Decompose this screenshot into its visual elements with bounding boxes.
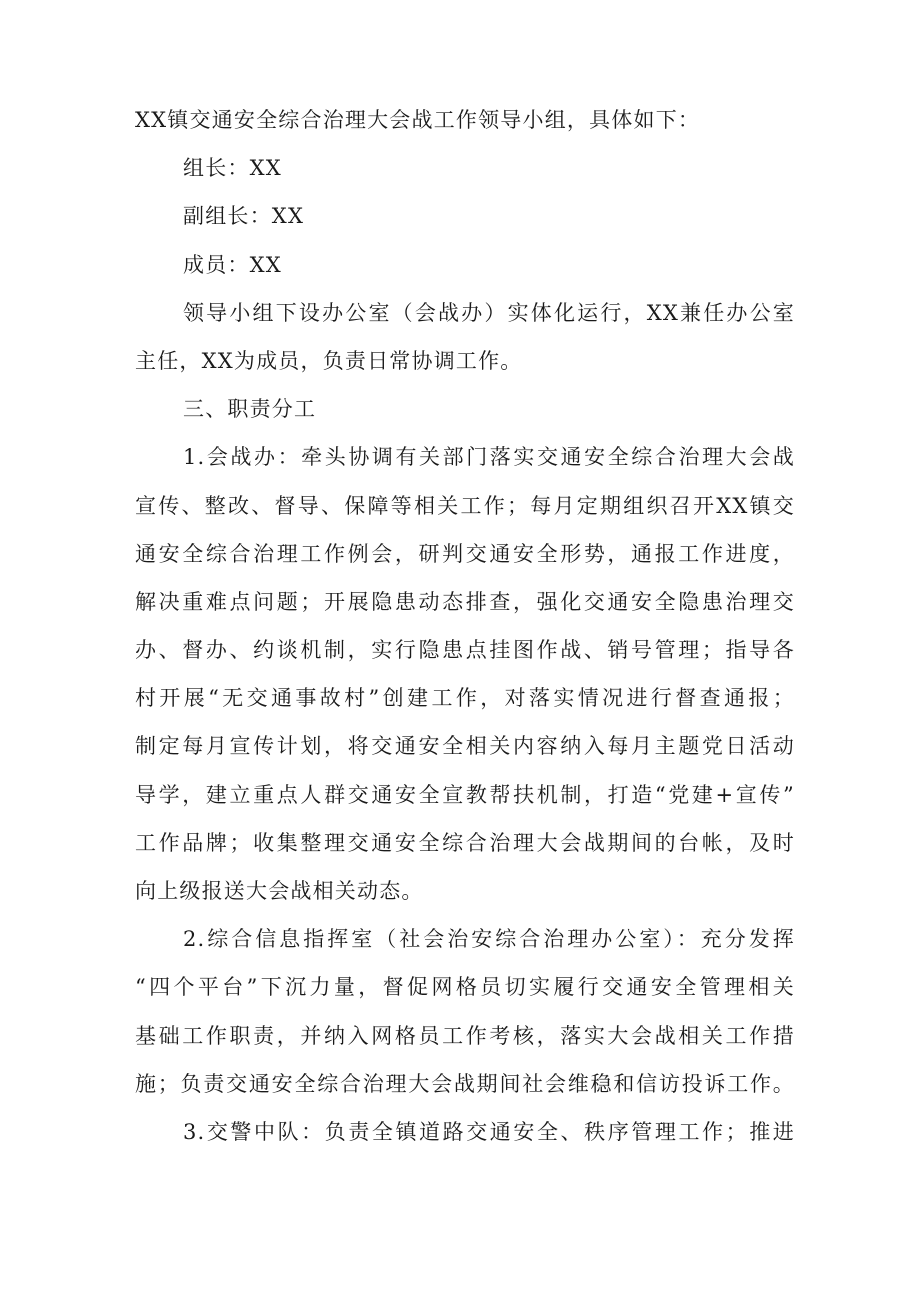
- text-line-item1-cont: 解决重难点问题；开展隐患动态排查，强化交通安全隐患治理交: [135, 589, 795, 614]
- text-line-item1-cont: 村开展“无交通事故村”创建工作，对落实情况进行督查通报；: [135, 686, 795, 711]
- text-line-item1-cont: 办、督办、约谈机制，实行隐患点挂图作战、销号管理；指导各: [135, 638, 795, 663]
- text-line-item1-end: 向上级报送大会战相关动态。: [135, 879, 424, 903]
- text-line-item2-end: 施；负责交通安全综合治理大会战期间社会维稳和信访投诉工作。: [135, 1071, 795, 1096]
- document-body: [135, 96, 795, 1156]
- text-line-item2-cont: “四个平台”下沉力量，督促网格员切实履行交通安全管理相关: [135, 975, 795, 1000]
- text-line-item2-cont: 基础工作职责，并纳入网格员工作考核，落实大会战相关工作措: [135, 1023, 795, 1048]
- text-line-office: 领导小组下设办公室（会战办）实体化运行，XX兼任办公室: [183, 300, 795, 325]
- text-line-item2: 2.综合信息指挥室（社会治安综合治理办公室）：充分发挥: [183, 927, 795, 952]
- text-line-item1-cont: 工作品牌；收集整理交通安全综合治理大会战期间的台帐，及时: [135, 830, 795, 855]
- text-line-item1-cont: 导学，建立重点人群交通安全宣教帮扶机制，打造“党建+宣传”: [135, 782, 795, 807]
- text-line-members: 成员：XX: [183, 252, 282, 277]
- text-line-deputy-leader: 副组长：XX: [183, 204, 305, 229]
- section-heading-duties: 三、职责分工: [183, 397, 317, 422]
- text-line-item1: 1.会战办：牵头协调有关部门落实交通安全综合治理大会战: [183, 445, 795, 470]
- text-line-item3: 3.交警中队：负责全镇道路交通安全、秩序管理工作；推进: [183, 1119, 795, 1144]
- text-line-item1-cont: 宣传、整改、督导、保障等相关工作；每月定期组织召开XX镇交: [135, 493, 795, 518]
- text-line-intro: XX镇交通安全综合治理大会战工作领导小组，具体如下：: [135, 108, 701, 132]
- text-line-item1-cont: 制定每月宣传计划，将交通安全相关内容纳入每月主题党日活动: [135, 734, 795, 759]
- text-line-item1-cont: 通安全综合治理工作例会，研判交通安全形势，通报工作进度，: [135, 541, 795, 566]
- text-line-leader: 组长：XX: [183, 156, 282, 181]
- text-line-office-cont: 主任，XX为成员，负责日常协调工作。: [135, 348, 523, 373]
